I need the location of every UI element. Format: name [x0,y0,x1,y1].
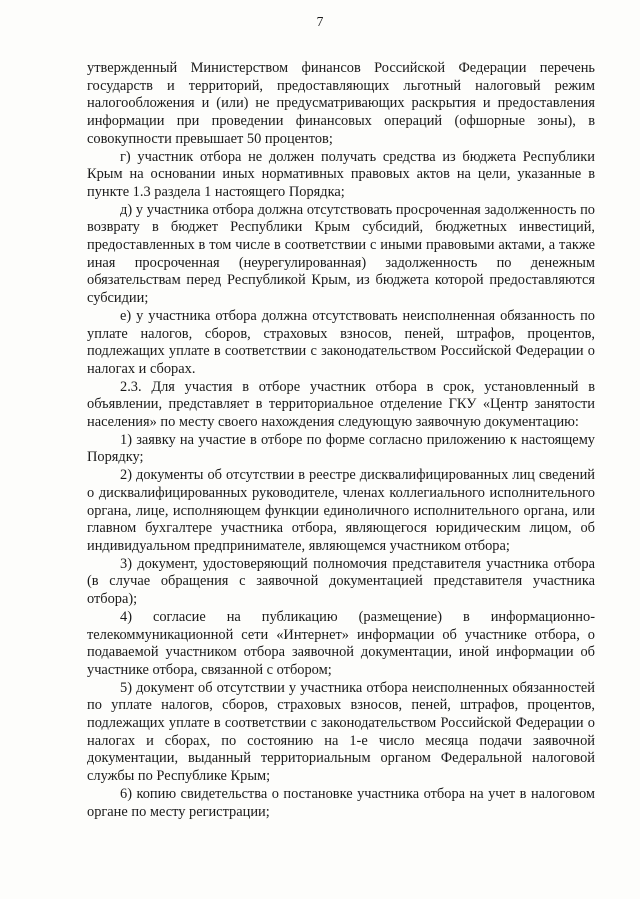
page-number: 7 [316,14,324,29]
paragraph-doc-5: 5) документ об отсутствии у участника отбора неисполненных обязанностей по уплате налогов, сборов, страховых взносов, пеней, штрафов, процентов, подлежащих уплате в соответствии с законодательством Российской Федерации о налогах и сборах, по состоянию на 1-е число месяца подачи заявочной документации, выданный территориальным органом Федеральной налоговой службы по Республике Крым; [87,679,595,785]
paragraph-item-e: е) у участника отбора должна отсутствовать неисполненная обязанность по уплате налогов, сборов, страховых взносов, пеней, штрафов, процентов, подлежащих уплате в соответствии с законодательством Российской Федерации о налогах и сборах. [87,307,595,377]
paragraph-doc-2: 2) документы об отсутствии в реестре дисквалифицированных лиц сведений о дисквалифицированных руководителе, членах коллегиального исполнительного органа, лице, исполняющем функции единоличного исполнительного органа, или главном бухгалтере участника отбора, являющегося юридическим лицом, об индивидуальном предпринимателе, являющемся участником отбора; [87,467,595,554]
paragraph-doc-3: 3) документ, удостоверяющий полномочия представителя участника отбора (в случае обращения с заявочной документацией представителя участника отбора); [87,555,595,608]
paragraph-doc-6: 6) копию свидетельства о постановке участника отбора на учет в налоговом органе по месту регистрации; [87,785,595,820]
paragraph-section-2-3: 2.3. Для участия в отборе участник отбора в срок, установленный в объявлении, представляет в территориальное отделение ГКУ «Центр занятости населения» по месту своего нахождения следующую заявочную документацию: [87,378,595,431]
paragraph-doc-4: 4) согласие на публикацию (размещение) в информационно-телекоммуникационной сети «Интернет» информации об участнике отбора, о подаваемой участником отбора заявочной документации, иной информации об участнике отбора, связанной с отбором; [87,608,595,678]
paragraph-item-g: г) участник отбора не должен получать средства из бюджета Республики Крым на основании иных нормативных правовых актов на цели, указанные в пункте 1.3 раздела 1 настоящего Порядка; [87,148,595,200]
paragraph-item-d: д) у участника отбора должна отсутствовать просроченная задолженность по возврату в бюджет Республики Крым субсидий, бюджетных инвестиций, предоставленных в том числе в соответствии с иными правовыми актами, а также иная просроченная (неурегулированная) задолженность по денежным обязательствам перед Республикой Крым, из бюджета которой предоставляются субсидии; [87,201,595,307]
paragraph-continuation: утвержденный Министерством финансов Российской Федерации перечень государств и территорий, предоставляющих льготный налоговый режим налогообложения и (или) не предусматривающих раскрытия и предоставления информации при проведении финансовых операций (офшорные зоны), в совокупности превышает 50 процентов; [87,60,595,147]
paragraph-doc-1: 1) заявку на участие в отборе по форме согласно приложению к настоящему Порядку; [87,431,595,466]
document-body [87,60,595,821]
